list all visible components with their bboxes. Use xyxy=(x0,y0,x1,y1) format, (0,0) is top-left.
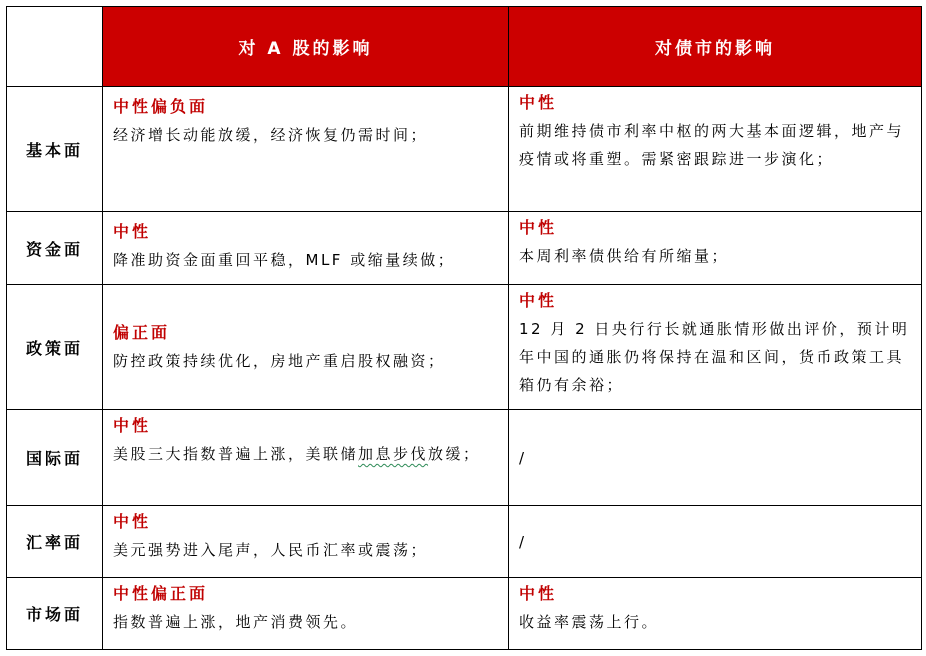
row-label-exchange-rate: 汇率面 xyxy=(7,506,103,578)
impact-text xyxy=(113,440,498,468)
row-label-international: 国际面 xyxy=(7,410,103,506)
table-row xyxy=(7,506,922,578)
stance-label: 中性 xyxy=(519,584,558,603)
impact-text-part: 放缓； xyxy=(428,445,481,463)
stance-label: 中性偏正面 xyxy=(113,584,209,603)
a-share-cell xyxy=(103,506,509,578)
a-share-cell xyxy=(103,212,509,285)
row-label-liquidity: 资金面 xyxy=(7,212,103,285)
bond-cell xyxy=(509,285,922,410)
bond-cell xyxy=(509,87,922,212)
row-label-policy: 政策面 xyxy=(7,285,103,410)
table-row xyxy=(7,578,922,650)
impact-text: 本周利率债供给有所缩量； xyxy=(519,247,730,265)
header-bond-impact: 对债市的影响 xyxy=(509,7,922,87)
stance-label: 中性偏负面 xyxy=(113,97,209,116)
impact-text: 前期维持债市利率中枢的两大基本面逻辑，地产与疫情或将重塑。需紧密跟踪进一步演化； xyxy=(519,122,905,168)
impact-text: 降准助资金面重回平稳，MLF 或缩量续做； xyxy=(113,251,456,269)
a-share-cell xyxy=(103,87,509,212)
stance-label: 中性 xyxy=(519,218,558,237)
a-share-cell xyxy=(103,285,509,410)
impact-text: 收益率震荡上行。 xyxy=(519,613,660,631)
impact-text: 美元强势进入尾声，人民币汇率或震荡； xyxy=(113,541,429,559)
stance-label: 中性 xyxy=(113,222,152,241)
impact-text: 12 月 2 日央行行长就通胀情形做出评价，预计明年中国的通胀仍将保持在温和区间，货币政策工具箱仍有余裕； xyxy=(519,320,910,394)
not-applicable-mark: / xyxy=(519,448,527,467)
header-corner-cell xyxy=(7,7,103,87)
impact-table xyxy=(6,6,922,650)
impact-text: 防控政策持续优化，房地产重启股权融资； xyxy=(113,352,446,370)
bond-cell xyxy=(509,410,922,506)
stance-label: 中性 xyxy=(519,291,558,310)
header-row xyxy=(7,7,922,87)
spellcheck-underlined-text: 加息步伐 xyxy=(358,445,429,463)
table-row xyxy=(7,212,922,285)
impact-text: 经济增长动能放缓，经济恢复仍需时间； xyxy=(113,126,429,144)
stance-label: 中性 xyxy=(113,512,152,531)
bond-cell xyxy=(509,212,922,285)
impact-text-part: 美股三大指数普遍上涨，美联储 xyxy=(113,445,359,463)
row-label-market: 市场面 xyxy=(7,578,103,650)
a-share-cell xyxy=(103,410,509,506)
stance-label: 中性 xyxy=(113,416,152,435)
table-row xyxy=(7,285,922,410)
table-row xyxy=(7,410,922,506)
header-a-share-impact: 对 A 股的影响 xyxy=(103,7,509,87)
impact-text: 指数普遍上涨，地产消费领先。 xyxy=(113,613,359,631)
bond-cell xyxy=(509,506,922,578)
stance-label: 偏正面 xyxy=(113,323,171,342)
row-label-fundamentals: 基本面 xyxy=(7,87,103,212)
stance-label: 中性 xyxy=(519,93,558,112)
table-row xyxy=(7,87,922,212)
not-applicable-mark: / xyxy=(519,532,527,551)
bond-cell xyxy=(509,578,922,650)
a-share-cell xyxy=(103,578,509,650)
